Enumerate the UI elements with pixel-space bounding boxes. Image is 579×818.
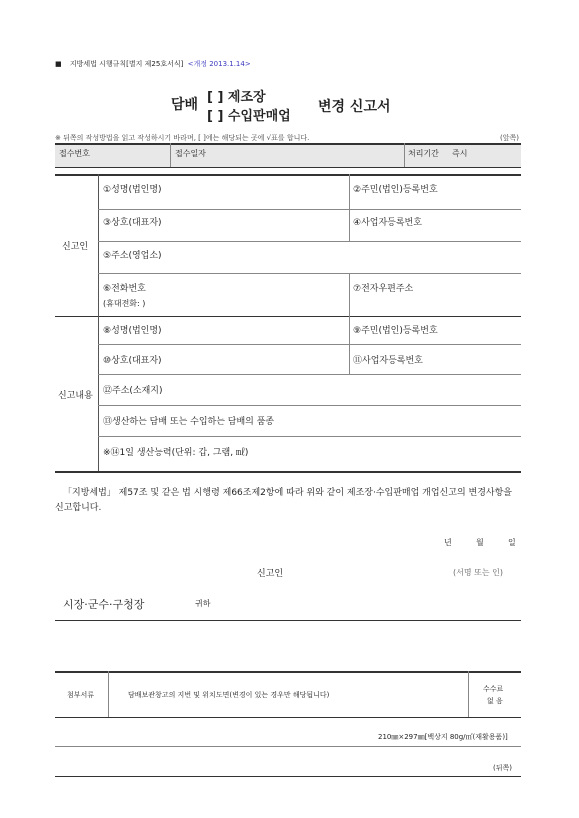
applicant-address-field[interactable]: ⑤주소(영업소): [103, 251, 162, 261]
applicant-id-number-field[interactable]: ②주민(법인)등록번호: [353, 185, 438, 195]
title-option-importer: [ ] 수입판매업: [207, 109, 291, 124]
page-side-label: (앞쪽): [500, 134, 519, 142]
paper-specification: 210㎜×297㎜[백상지 80g/㎡(재활용품)]: [378, 733, 508, 741]
attachments-label: 첨부서류: [67, 691, 95, 699]
title-option-manufacturer: [ ] 제조장: [207, 90, 266, 105]
processing-period-label: 처리기간: [408, 149, 439, 158]
receipt-number-label: 접수번호: [59, 149, 90, 158]
applicant-section-label: 신고인: [62, 242, 89, 252]
content-trade-name-field[interactable]: ⑩상호(대표자): [103, 356, 162, 366]
date-month-label: 월: [476, 538, 484, 547]
applicant-email-field[interactable]: ⑦전자우편주소: [353, 284, 414, 294]
addressee-name: 시장·군수·구청장: [63, 598, 145, 611]
content-business-number-field[interactable]: ⑪사업자등록번호: [353, 356, 423, 366]
addressee-honorific: 귀하: [195, 599, 211, 608]
form-header: [55, 59, 251, 69]
content-id-number-field[interactable]: ⑨주민(법인)등록번호: [353, 326, 438, 336]
applicant-mobile-field[interactable]: (휴대전화: ): [103, 299, 146, 308]
instruction-note: ※ 뒤쪽의 작성방법을 읽고 작성하시기 바라며, [ ]에는 해당되는 곳에 √표를 합니다.: [55, 134, 310, 142]
applicant-trade-name-field[interactable]: ③상호(대표자): [103, 218, 162, 228]
processing-period-value: 즉시: [452, 149, 468, 158]
declaration-text: 「지방세법」 제57조 및 같은 법 시행령 제66조제2항에 따라 위와 같이 제조장·수입판매업 개업신고의 변경사항을 신고합니다.: [55, 488, 512, 513]
back-side-label: (뒤쪽): [493, 764, 512, 772]
signer-label: 신고인: [257, 569, 284, 579]
applicant-phone-field[interactable]: ⑥전화번호: [103, 284, 146, 294]
content-product-type-field[interactable]: ⑬생산하는 담배 또는 수입하는 담배의 품종: [103, 417, 275, 427]
regulation-reference: 지방세법 시행규칙[별지 제25호서식]: [69, 60, 184, 68]
attachments-content: 담배보관창고의 지번 및 위치도면(변경이 있는 경우만 해당됩니다): [128, 691, 330, 699]
applicant-name-field[interactable]: ①성명(법인명): [103, 185, 162, 195]
title-suffix: 변경 신고서: [318, 99, 391, 115]
content-capacity-field[interactable]: ※⑭1일 생산능력(단위: 갑, 그램, ㎖): [103, 448, 249, 458]
content-section-label: 신고내용: [58, 391, 93, 401]
date-year-label: 년: [444, 538, 452, 547]
revision-date: <개정 2013.1.14>: [187, 60, 251, 68]
fee-value: 없 음: [487, 697, 503, 705]
signature-placeholder[interactable]: (서명 또는 인): [453, 568, 503, 577]
content-name-field[interactable]: ⑧성명(법인명): [103, 326, 162, 336]
title-prefix: 담배: [171, 97, 199, 113]
header-bullet: ■: [55, 60, 62, 68]
receipt-date-label: 접수일자: [175, 149, 206, 158]
fee-label: 수수료: [483, 685, 504, 693]
content-address-field[interactable]: ⑫주소(소재지): [103, 386, 163, 396]
applicant-business-number-field[interactable]: ④사업자등록번호: [353, 218, 422, 228]
date-day-label: 일: [508, 538, 516, 547]
